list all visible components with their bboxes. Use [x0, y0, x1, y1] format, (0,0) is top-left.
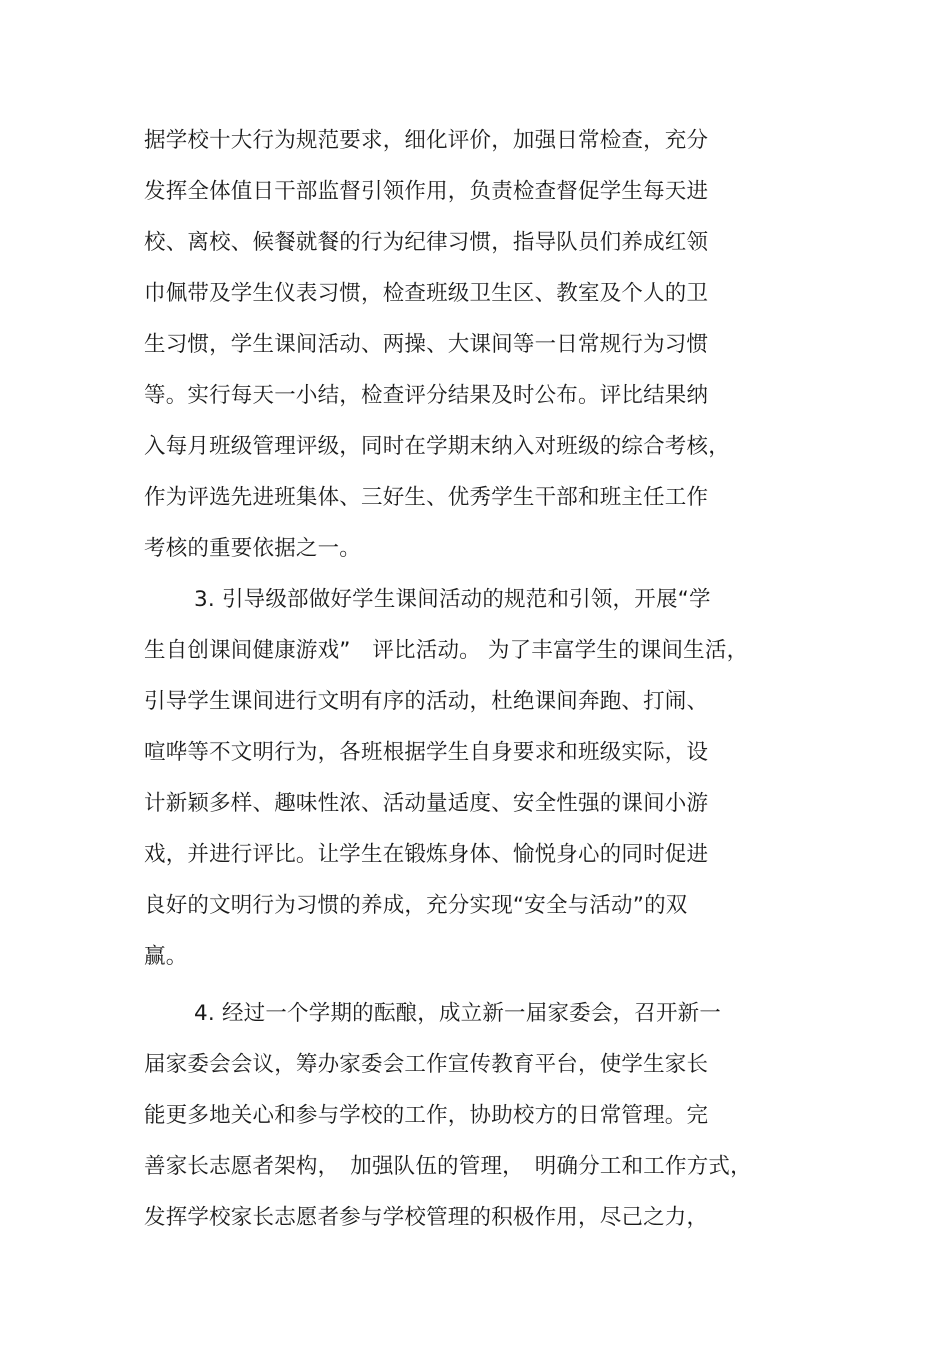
body-text — [144, 119, 804, 1247]
text-line: 等。实行每天一小结，检查评分结果及时公布。评比结果纳 — [144, 383, 709, 408]
text-line: 巾佩带及学生仪表习惯，检查班级卫生区、教室及个人的卫 — [144, 281, 709, 306]
text-line: 计新颖多样、趣味性浓、活动量适度、安全性强的课间小游 — [144, 791, 709, 816]
text-line: 作为评选先进班集体、三好生、优秀学生干部和班主任工作 — [144, 485, 709, 510]
text-line: 戏，并进行评比。让学生在锻炼身体、愉悦身心的同时促进 — [144, 842, 709, 867]
text-line: 良好的文明行为习惯的养成，充分实现“安全与活动”的双 — [144, 893, 688, 918]
paragraph-3-first-line: 3. 引导级部做好学生课间活动的规范和引领，开展“学 — [194, 587, 711, 612]
text-line: 校、离校、候餐就餐的行为纪律习惯，指导队员们养成红领 — [144, 230, 709, 255]
text-line: 引导学生课间进行文明有序的活动，杜绝课间奔跑、打闹、 — [144, 689, 709, 714]
text-line: 考核的重要依据之一。 — [144, 536, 362, 561]
text-line: 喧哗等不文明行为，各班根据学生自身要求和班级实际，设 — [144, 740, 709, 765]
text-line: 生自创课间健康游戏” 评比活动。 为了丰富学生的课间生活， — [144, 638, 749, 663]
paragraph-4-first-line: 4. 经过一个学期的酝酿，成立新一届家委会，召开新一 — [194, 1001, 722, 1026]
text-line: 能更多地关心和参与学校的工作，协助校方的日常管理。完 — [144, 1103, 709, 1128]
text-line: 入每月班级管理评级，同时在学期末纳入对班级的综合考核， — [144, 434, 730, 459]
text-line: 据学校十大行为规范要求，细化评价，加强日常检查，充分 — [144, 128, 709, 153]
text-line: 届家委会会议，筹办家委会工作宣传教育平台，使学生家长 — [144, 1052, 709, 1077]
text-line: 发挥全体值日干部监督引领作用，负责检查督促学生每天进 — [144, 179, 709, 204]
text-line: 发挥学校家长志愿者参与学校管理的积极作用，尽己之力， — [144, 1205, 709, 1230]
text-line: 赢。 — [144, 944, 188, 969]
text-line: 善家长志愿者架构， 加强队伍的管理， 明确分工和工作方式， — [144, 1154, 752, 1179]
text-line: 生习惯，学生课间活动、两操、大课间等一日常规行为习惯 — [144, 332, 709, 357]
